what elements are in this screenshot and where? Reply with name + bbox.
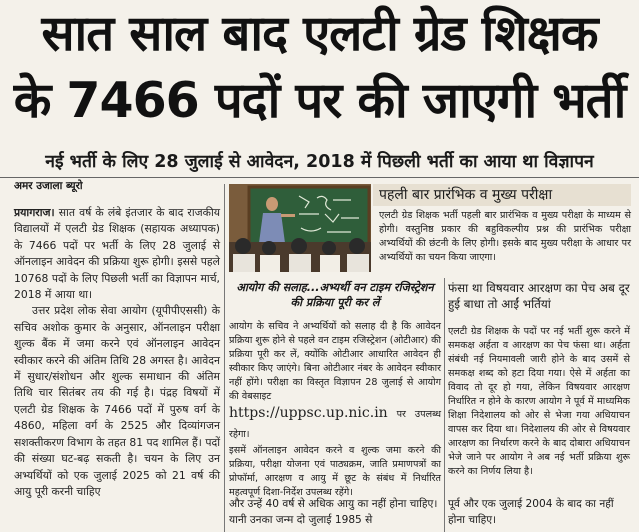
advice-box-text-before-url: आयोग के सचिव ने अभ्यर्थियों को सलाह दी है कि आवेदन प्रक्रिया शुरू होने से पहले वन टाइम रजिस्ट्रेशन (ओटीआर) की प्रक्रिया पूरी कर लें, क्योंकि ओटीआर आधारित आवेदन ही स्वीकार किए जाएंगे। बिना ओटीआर नंबर के आवेदन स्वीकार नहीं होंगे। परीक्षा का विस्तृत विज्ञापन 28 जुलाई से आयोग की वेबसाइट [229,321,441,402]
main-story-para-1 [14,205,220,303]
subheadline: नई भर्ती के लिए 28 जुलाई से आवेदन, 2018 में पिछली भर्ती का आया था विज्ञापन [45,152,594,172]
main-story [14,205,220,500]
bottom-continuation-right: पूर्व और एक जुलाई 2004 के बाद का नहीं होना चाहिए। [448,498,614,526]
reservation-story-text: एलटी ग्रेड शिक्षक के पदों पर नई भर्ती शुरू करने में समकक्ष अर्हता व आरक्षण का पेच फंसा था। अर्हता संबंधी नई नियमावली जारी होने के बाद उसमें से समकक्ष शब्द को हटा दिया गया। ऐसे में अर्हता का विवाद तो दूर हो गया, लेकिन विषयवार आरक्षण निर्धारित न होने के कारण आयोग ने पूर्व में माध्यमिक शिक्षा निदेशालय को ओर से भेजा गया अधियाचन वापस कर दिया था। निदेशालय की ओर से विषयवार आरक्षण का निर्धारण करने के बाद दोबारा अधियाचन भेजे जाने पर आयोग ने अब नई भर्ती प्रक्रिया शुरू करने का निर्णय लिया है। [448,326,630,477]
header-divider [0,177,639,178]
column-divider-right [444,278,445,532]
bottom-continuation-center: और उन्हें 40 वर्ष से अधिक आयु का नहीं होना चाहिए। यानी उनका जन्म दो जुलाई 1985 से [229,498,438,526]
byline: अमर उजाला ब्यूरो [14,180,83,192]
advice-box-text-after-url: इसमें ऑनलाइन आवेदन करने व शुल्क जमा करने की प्रक्रिया, परीक्षा योजना एवं पाठ्यक्रम, जाति प्रमाणपत्रों का प्रोफॉर्मा, आरक्षण व आयु में छूट के संबंध में निर्धारित महत्वपूर्ण दिशा-निर्देश उपलब्ध रहेंगे। [229,445,441,498]
advice-box-heading: आयोग की सलाह...अभ्यर्थी वन टाइम रजिस्ट्रेशन की प्रक्रिया पूरी कर लें [236,281,434,309]
main-story-para-1-text: सात वर्ष के लंबे इंतजार के बाद राजकीय विद्यालयों में एलटी ग्रेड शिक्षक (सहायक अध्यापक) के 7466 पदों पर भर्ती के लिए 28 जुलाई से ऑनलाइन आवेदन की प्रक्रिया शुरू होगी। इससे पहले 10768 पदों के लिए पिछली भर्ती का विज्ञापन मार्च, 2018 में आया था। [14,206,220,302]
classroom-illustration-icon [229,184,371,272]
reservation-story-heading: फंसा था विषयवार आरक्षण का पेच अब दूर हुई बाधा तो आईं भर्तियां [448,281,630,311]
column-divider-left [224,184,225,532]
dateline: प्रयागराज। [14,206,55,219]
website-url-text: https://uppsc.up.nic.in [229,405,388,421]
advice-box-text [229,320,441,500]
website-url [229,404,441,444]
main-story-para-2: उत्तर प्रदेश लोक सेवा आयोग (यूपीपीएससी) के सचिव अशोक कुमार के अनुसार, ऑनलाइन परीक्षा शुल्क बैंक में जमा करने एवं ऑनलाइन आवेदन स्वीकार करने की अंतिम तिथि 28 अगस्त है। आवेदन में सुधार/संशोधन और शुल्क समाधान की अंतिम तिथि चार सितंबर तय की गई है। पंद्रह विषयों में एलटी ग्रेड शिक्षक के 7466 पदों में पुरुष वर्ग के 4860, महिला वर्ग के 2525 और दिव्यांगजन सशक्तीकरण विभाग के तहत 81 पद शामिल हैं। पदों की संख्या घट-बढ़ सकती है। चयन के लिए उन अभ्यर्थियों को एक जुलाई 2025 को 21 वर्ष की आयु पूरी करनी चाहिए [14,304,220,498]
exam-box-heading: पहली बार प्रारंभिक व मुख्य परीक्षा [373,184,631,206]
exam-box-text: एलटी ग्रेड शिक्षक भर्ती पहली बार प्रारंभिक व मुख्य परीक्षा के माध्यम से होगी। वस्तुनिष्ठ प्रकार की बहुविकल्पीय प्रश्न की प्रारंभिक परीक्षा अभ्यर्थियों की छंटनी के लिए होगी। इसके बाद मुख्य परीक्षा के आधार पर अभ्यर्थियों का चयन किया जाएगा। [379,210,631,263]
headline-line-1: सात साल बाद एलटी ग्रेड शिक्षक [41,5,598,62]
website-url-suffix: पर उपलब्ध रहेगा। [229,409,441,440]
headline-line-2: के 7466 पदों पर की जाएगी भर्ती [13,72,626,129]
classroom-photo [229,184,371,272]
